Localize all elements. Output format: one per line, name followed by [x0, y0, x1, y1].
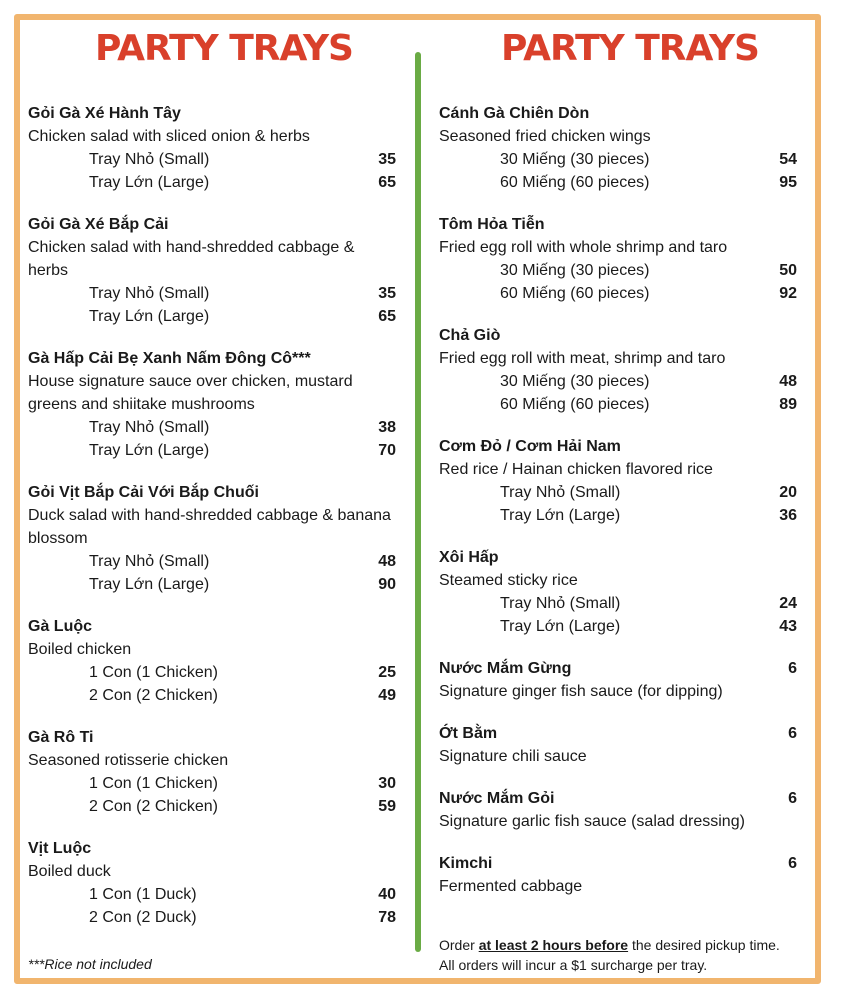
price-row [28, 883, 396, 906]
item-description: Fried egg roll with whole shrimp and taro [439, 239, 728, 256]
menu-item [439, 102, 797, 194]
size-label: Tray Nhỏ (Small) [89, 553, 210, 570]
sauce-description: Fermented cabbage [439, 878, 583, 895]
price-value: 78 [378, 909, 396, 926]
sauce-header [439, 852, 797, 875]
size-label: 60 Miếng (60 pieces) [500, 396, 650, 413]
sauce-price: 6 [788, 725, 797, 742]
price-value: 89 [779, 396, 797, 413]
item-description: Chicken salad with sliced onion & herbs [28, 128, 310, 145]
size-label: 1 Con (1 Chicken) [89, 775, 218, 792]
price-value: 59 [378, 798, 396, 815]
sauce-price: 6 [788, 790, 797, 807]
sauce-name: Nước Mắm Gừng [439, 660, 572, 677]
price-row [28, 416, 396, 439]
price-row [28, 171, 396, 194]
price-value: 43 [779, 618, 797, 635]
size-label: 2 Con (2 Chicken) [89, 798, 218, 815]
size-label: 1 Con (1 Chicken) [89, 664, 218, 681]
sauce-item [439, 787, 797, 833]
rice-footnote: ***Rice not included [28, 956, 152, 972]
price-row [28, 772, 396, 795]
menu-item [439, 435, 797, 527]
item-description: Chicken salad with hand-shredded cabbage & herbs [28, 239, 355, 279]
size-label: Tray Nhỏ (Small) [89, 151, 210, 168]
price-value: 30 [378, 775, 396, 792]
price-value: 38 [378, 419, 396, 436]
item-description: Steamed sticky rice [439, 572, 578, 589]
item-description: Duck salad with hand-shredded cabbage & banana blossom [28, 507, 391, 547]
menu-item [28, 213, 396, 328]
price-value: 95 [779, 174, 797, 191]
item-name: Xôi Hấp [439, 549, 499, 566]
item-name: Cánh Gà Chiên Dòn [439, 105, 590, 122]
price-row [28, 684, 396, 707]
price-value: 54 [779, 151, 797, 168]
order-note-emphasis: at least 2 hours before [478, 937, 629, 953]
item-name: Gỏi Vịt Bắp Cải Với Bắp Chuối [28, 484, 259, 501]
price-value: 70 [378, 442, 396, 459]
size-label: 60 Miếng (60 pieces) [500, 174, 650, 191]
menu-item [28, 726, 396, 818]
right-column [439, 102, 797, 917]
order-note-surcharge: All orders will incur a $1 surcharge per tray. [439, 957, 708, 973]
size-label: 1 Con (1 Duck) [89, 886, 197, 903]
price-row [439, 592, 797, 615]
item-name: Vịt Luộc [28, 840, 92, 857]
price-value: 50 [779, 262, 797, 279]
sauce-description: Signature chili sauce [439, 748, 587, 765]
item-description: Seasoned rotisserie chicken [28, 752, 229, 769]
sauce-name: Ớt Bằm [439, 725, 498, 742]
size-label: Tray Nhỏ (Small) [89, 419, 210, 436]
item-description: Boiled duck [28, 863, 111, 880]
size-label: Tray Lớn (Large) [89, 442, 210, 459]
item-name: Gà Rô Ti [28, 729, 94, 746]
price-row [439, 393, 797, 416]
size-label: Tray Lớn (Large) [500, 507, 621, 524]
sauce-price: 6 [788, 660, 797, 677]
price-row [439, 504, 797, 527]
item-description: Seasoned fried chicken wings [439, 128, 651, 145]
price-row [28, 906, 396, 929]
price-row [439, 481, 797, 504]
sauce-item [439, 722, 797, 768]
price-value: 25 [378, 664, 396, 681]
price-value: 65 [378, 174, 396, 191]
item-name: Gà Hấp Cải Bẹ Xanh Nấm Đông Cô*** [28, 350, 311, 367]
price-row [28, 282, 396, 305]
price-value: 20 [779, 484, 797, 501]
price-row [439, 615, 797, 638]
item-name: Cơm Đỏ / Cơm Hải Nam [439, 438, 621, 455]
page-title-right: PARTY TRAYS [501, 28, 759, 69]
sauce-name: Nước Mắm Gỏi [439, 790, 555, 807]
size-label: 2 Con (2 Duck) [89, 909, 197, 926]
price-row [439, 282, 797, 305]
sauce-name: Kimchi [439, 855, 493, 872]
sauce-header [439, 722, 797, 745]
order-note [439, 935, 780, 975]
menu-item [28, 615, 396, 707]
size-label: 60 Miếng (60 pieces) [500, 285, 650, 302]
size-label: Tray Lớn (Large) [89, 308, 210, 325]
price-row [28, 148, 396, 171]
page-title-left: PARTY TRAYS [95, 28, 353, 69]
item-name: Chả Giò [439, 327, 501, 344]
size-label: Tray Nhỏ (Small) [500, 484, 621, 501]
size-label: Tray Nhỏ (Small) [89, 285, 210, 302]
menu-item [28, 347, 396, 462]
price-row [28, 661, 396, 684]
item-description: House signature sauce over chicken, mustard greens and shiitake mushrooms [28, 373, 353, 413]
menu-item [439, 546, 797, 638]
order-note-before: Order [439, 937, 479, 953]
item-description: Fried egg roll with meat, shrimp and taro [439, 350, 726, 367]
price-row [28, 573, 396, 596]
price-value: 49 [378, 687, 396, 704]
size-label: 30 Miếng (30 pieces) [500, 151, 650, 168]
size-label: 30 Miếng (30 pieces) [500, 373, 650, 390]
price-value: 35 [378, 151, 396, 168]
item-description: Red rice / Hainan chicken flavored rice [439, 461, 713, 478]
price-value: 48 [779, 373, 797, 390]
price-row [28, 305, 396, 328]
sauce-price: 6 [788, 855, 797, 872]
price-value: 90 [378, 576, 396, 593]
menu-item [439, 324, 797, 416]
price-row [28, 439, 396, 462]
item-description: Boiled chicken [28, 641, 132, 658]
price-row [28, 795, 396, 818]
item-name: Gà Luộc [28, 618, 93, 635]
item-name: Tôm Hỏa Tiễn [439, 216, 545, 233]
menu-item [28, 481, 396, 596]
sauce-item [439, 657, 797, 703]
sauce-description: Signature garlic fish sauce (salad dressing) [439, 813, 745, 830]
price-value: 92 [779, 285, 797, 302]
price-value: 65 [378, 308, 396, 325]
price-row [439, 259, 797, 282]
order-note-after: the desired pickup time. [628, 937, 780, 953]
item-name: Gỏi Gà Xé Bắp Cải [28, 216, 169, 233]
size-label: Tray Lớn (Large) [500, 618, 621, 635]
sauce-header [439, 787, 797, 810]
size-label: 2 Con (2 Chicken) [89, 687, 218, 704]
sauce-description: Signature ginger fish sauce (for dipping) [439, 683, 723, 700]
price-row [28, 550, 396, 573]
sauce-header [439, 657, 797, 680]
size-label: 30 Miếng (30 pieces) [500, 262, 650, 279]
price-value: 40 [378, 886, 396, 903]
size-label: Tray Nhỏ (Small) [500, 595, 621, 612]
price-value: 36 [779, 507, 797, 524]
price-value: 48 [378, 553, 396, 570]
price-row [439, 171, 797, 194]
price-row [439, 148, 797, 171]
left-column [28, 102, 396, 948]
menu-item [28, 837, 396, 929]
price-value: 35 [378, 285, 396, 302]
price-value: 24 [779, 595, 797, 612]
size-label: Tray Lớn (Large) [89, 174, 210, 191]
menu-item [28, 102, 396, 194]
sauce-item [439, 852, 797, 898]
size-label: Tray Lớn (Large) [89, 576, 210, 593]
column-divider [415, 52, 421, 952]
menu-item [439, 213, 797, 305]
item-name: Gỏi Gà Xé Hành Tây [28, 105, 181, 122]
price-row [439, 370, 797, 393]
